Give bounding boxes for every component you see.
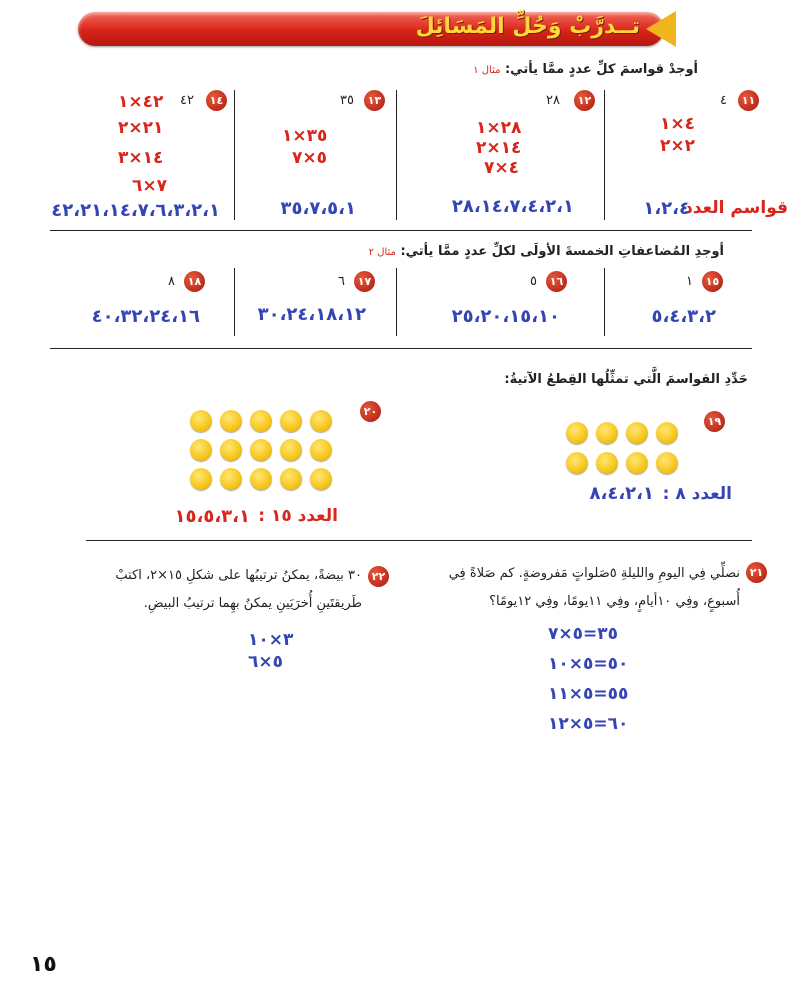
answer: ١،٢،٤ — [643, 198, 690, 219]
equation: ٥٥=٥×١١ — [548, 684, 629, 704]
answer: ٨،٤،٢،١ — [589, 483, 654, 504]
arrangement-answer: ٥×٦ — [248, 652, 284, 672]
equation: ٣٥=٥×٧ — [548, 624, 619, 644]
product: ٤×٧ — [484, 158, 520, 178]
answer: ١٥،٥،٣،١ — [174, 506, 250, 527]
question-value: ٨ — [168, 274, 175, 289]
section1-heading — [473, 62, 698, 77]
question-badge: ١٥ — [702, 271, 723, 292]
product: ١٤×٣ — [118, 148, 164, 168]
question-badge: ٢٠ — [360, 401, 381, 422]
section-divider — [50, 348, 752, 349]
answer-label: قواسم العدد — [684, 198, 788, 218]
answer: ٤٠،٣٢،٢٤،١٦ — [91, 306, 200, 327]
counter-dot — [250, 410, 272, 432]
answer: ٣٥،٧،٥،١ — [280, 198, 356, 219]
counter-array-8 — [566, 422, 678, 474]
page-number: ١٥ — [30, 952, 57, 977]
question-badge: ١٩ — [704, 411, 725, 432]
question-badge: ٢١ — [746, 562, 767, 583]
question-badge: ١٣ — [364, 90, 385, 111]
counter-dot — [310, 410, 332, 432]
answer: ٣٠،٢٤،١٨،١٢ — [257, 304, 366, 325]
counter-dot — [596, 452, 618, 474]
section3-heading: حَدِّدِ القواسمَ الَّتي تمثِّلُها القِطعُ الآتيةُ: — [504, 372, 748, 387]
answer-label: العدد ٨ : — [662, 484, 732, 504]
counter-dot — [310, 468, 332, 490]
column-divider — [234, 268, 235, 336]
question-text: ٣٠ بيضةً، يمكنُ ترتيبُها على شكلِ ١٥×٢، اكتبْ طَريقتَينِ أُخرَيَينِ يمكنُ بهِما ترتيبُ البيضِ. — [115, 568, 362, 611]
column-divider — [396, 268, 397, 336]
question-badge: ١٨ — [184, 271, 205, 292]
counter-dot — [566, 452, 588, 474]
question-value: ١ — [686, 274, 693, 289]
counter-dot — [250, 468, 272, 490]
column-divider — [604, 268, 605, 336]
counter-dot — [656, 452, 678, 474]
counter-dot — [220, 439, 242, 461]
counter-dot — [656, 422, 678, 444]
answer: ٢٨،١٤،٧،٤،٢،١ — [451, 196, 574, 217]
question-badge: ١٧ — [354, 271, 375, 292]
question-badge: ١١ — [738, 90, 759, 111]
product: ٣٥×١ — [282, 126, 328, 146]
counter-dot — [190, 410, 212, 432]
counter-dot — [280, 439, 302, 461]
question-value: ٢٨ — [546, 93, 560, 108]
product: ١٤×٢ — [476, 138, 522, 158]
counter-dot — [250, 439, 272, 461]
equation-list — [548, 624, 628, 744]
answer-label: العدد ١٥ : — [258, 506, 338, 526]
product: ٥×٧ — [292, 148, 328, 168]
column-divider — [604, 90, 605, 220]
question-badge: ١٦ — [546, 271, 567, 292]
column-divider — [234, 90, 235, 220]
section2-example-ref: مثال ٢ — [368, 247, 396, 258]
product: ٢١×٢ — [118, 118, 164, 138]
answer: ٢٥،٢٠،١٥،١٠ — [451, 306, 560, 327]
section2-heading — [369, 244, 724, 259]
section1-example-ref: مثال ١ — [473, 65, 501, 76]
counter-dot — [190, 439, 212, 461]
section-divider — [86, 540, 752, 541]
product: ٢٨×١ — [476, 118, 522, 138]
counter-dot — [190, 468, 212, 490]
counter-dot — [220, 410, 242, 432]
banner-title: تــدرَّبْ وَحُلِّ المَسَائِلَ — [415, 14, 640, 39]
question-badge: ١٢ — [574, 90, 595, 111]
product: ٤٢×١ — [118, 92, 164, 112]
counter-dot — [220, 468, 242, 490]
equation: ٦٠=٥×١٢ — [548, 714, 629, 734]
question-value: ٤٢ — [180, 93, 194, 108]
question-value: ٣٥ — [340, 93, 354, 108]
answer: ٥،٤،٣،٢ — [651, 306, 716, 327]
section-divider — [50, 230, 752, 231]
product: ٢×٢ — [660, 136, 696, 156]
product: ٧×٦ — [132, 176, 168, 196]
counter-dot — [596, 422, 618, 444]
question-badge: ١٤ — [206, 90, 227, 111]
banner-arrow-icon — [646, 11, 676, 47]
section1-heading-text: أوجدْ قواسمَ كلِّ عددٍ ممَّا يأتي: — [504, 62, 698, 77]
section2-heading-text: أوجدِ المُضاعفاتِ الخمسةَ الأولَى لكلِّ عددٍ ممَّا يأتي: — [400, 244, 724, 259]
answer: ٤٢،٢١،١٤،٧،٦،٣،٢،١ — [51, 200, 220, 221]
question-badge: ٢٢ — [368, 566, 389, 587]
product: ٤×١ — [660, 114, 696, 134]
question-text: نصلِّي فِي اليومِ والليلةِ ٥صَلواتٍ مَفروضةٍ. كم صَلاةً فِي أُسبوعٍ، وفِي ١٠أيامٍ، وفِي ١١يومًا، وفِي ١٢يومًا؟ — [448, 566, 740, 609]
counter-dot — [280, 410, 302, 432]
equation: ٥٠=٥×١٠ — [548, 654, 629, 674]
column-divider — [396, 90, 397, 220]
question-value: ٤ — [720, 93, 727, 108]
counter-array-15 — [190, 410, 334, 494]
counter-dot — [626, 452, 648, 474]
counter-dot — [566, 422, 588, 444]
counter-dot — [626, 422, 648, 444]
question-value: ٥ — [530, 274, 537, 289]
counter-dot — [280, 468, 302, 490]
counter-dot — [310, 439, 332, 461]
arrangement-answer: ٣×١٠ — [248, 630, 294, 650]
question-value: ٦ — [338, 274, 345, 289]
